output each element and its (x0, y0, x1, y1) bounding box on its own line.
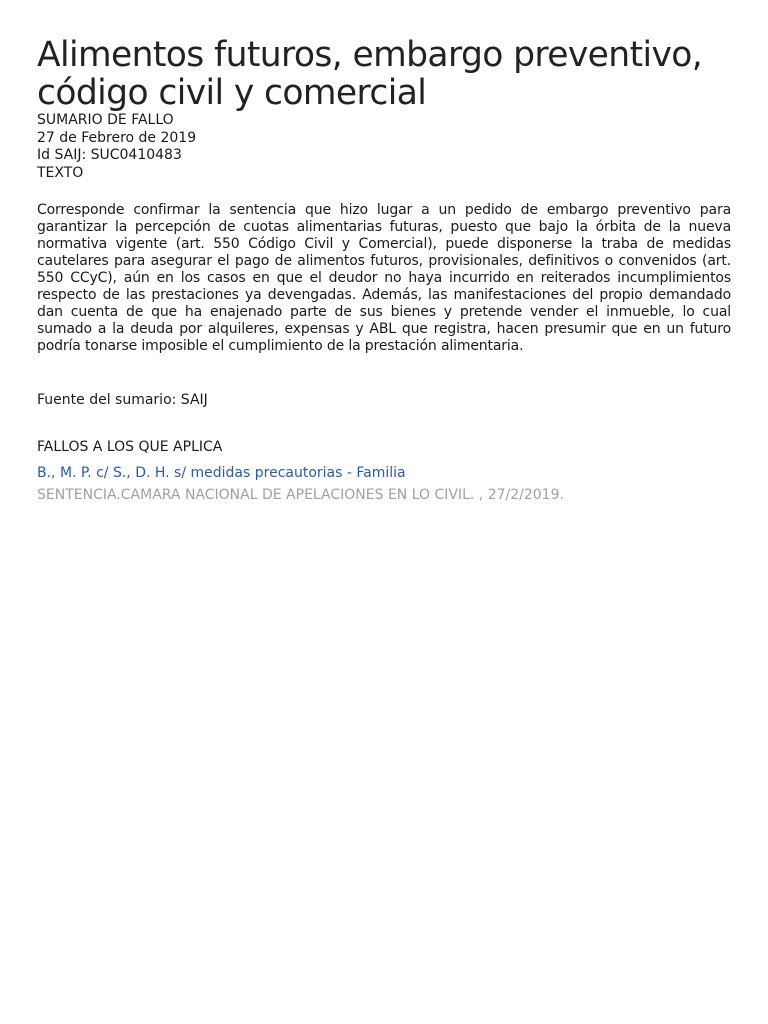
summary-source: Fuente del sumario: SAIJ (37, 392, 208, 408)
document-date: 27 de Febrero de 2019 (37, 129, 197, 146)
fallo-detail: SENTENCIA.CAMARA NACIONAL DE APELACIONES EN LO CIVIL. , 27/2/2019. (37, 487, 564, 503)
section-label: TEXTO (37, 164, 84, 181)
document-page (37, 36, 731, 504)
fallos-heading: FALLOS A LOS QUE APLICA (37, 439, 223, 455)
document-id: Id SAIJ: SUC0410483 (37, 147, 182, 163)
fallo-link[interactable]: B., M. P. c/ S., D. H. s/ medidas precautorias - Familia (37, 465, 406, 481)
document-meta (37, 112, 731, 182)
summary-text: Corresponde confirmar la sentencia que hizo lugar a un pedido de embargo preventivo para garantizar la percepción de cuotas alimentarias futuras, puesto que bajo la órbita de la nueva normativa vigente (art. 550 Código Civil y Comercial), puede disponerse la traba de medidas cautelares para asegurar el pago de alimentos futuros, provisionales, definitivos o convenidos (art. 550 CCyC), aún en los casos en que el deudor no haya incurrido en reiterados incumplimientos respecto de las prestaciones ya devengadas. Además, las manifestaciones del propio demandado dan cuenta de que ha enajenado parte de sus bienes y pretende vender el inmueble, lo cual sumado a la deuda por alquileres, expensas y ABL que registra, hacen presumir que en un futuro podría tonarse imposible el cumplimiento de la prestación alimentaria. (37, 202, 731, 354)
document-type: SUMARIO DE FALLO (37, 112, 174, 128)
page-title: Alimentos futuros, embargo preventivo, código civil y comercial (37, 35, 703, 113)
